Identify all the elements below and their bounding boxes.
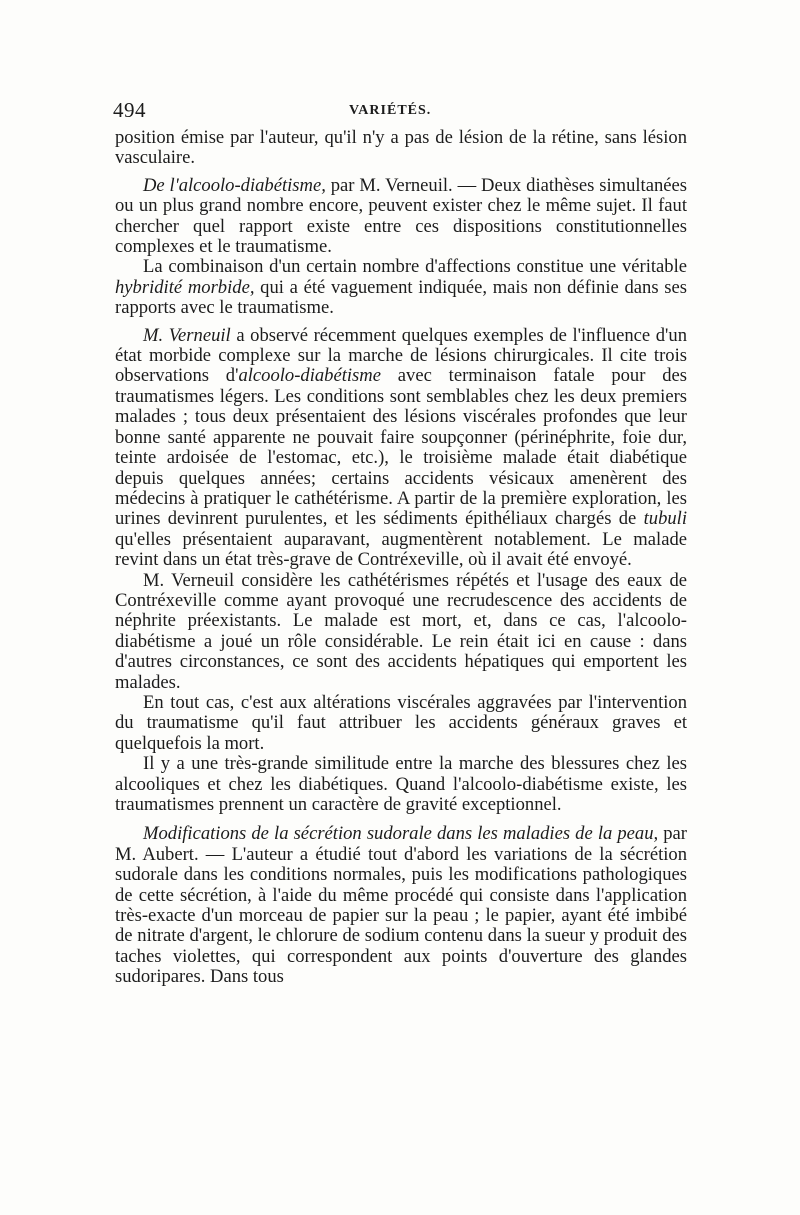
paragraph-text: avec terminaison fatale pour des traumatismes légers. Les conditions sont semblables chez les deux premiers malades ; tous deux présentaient des lésions viscérales profondes que leur bonne santé apparente ne pouvait faire soupçonner (périnéphrite, foie dur, teinte ardoisée de l'estomac, etc.), le troisième malade était diabétique depuis quelques années; certains accidents vésicaux amenèrent des médecins à pratiquer le cathétérisme. A partir de la première exploration, les urines devinrent purulentes, et les sédiments épithéliaux chargés de (115, 365, 688, 530)
paragraph-continuation: position émise par l'auteur, qu'il n'y a pas de lésion de la rétine, sans lésion vasculaire. (115, 127, 687, 169)
italic-term: hybridité morbide, (115, 276, 255, 298)
running-title: VARIÉTÉS. (349, 103, 432, 118)
paragraph-secretion-sudorale (115, 824, 687, 987)
paragraph-text: qu'elles présentaient auparavant, augmentèrent notablement. Le malade revint dans un état très-grave de Contréxeville, où il avait été envoyé. (115, 528, 687, 571)
paragraph-text: par M. Aubert. — L'auteur a étudié tout d'abord les variations de la sécrétion sudorale dans les conditions normales, puis les modifications pathologiques de cette sécrétion, à l'aide du même procédé qui consiste dans l'application très-exacte d'un morceau de papier sur la peau ; le papier, ayant été imbibé de nitrate d'argent, le chlorure de sodium contenu dans la sueur y produit des taches violettes, qui correspondent aux points d'ouverture des glandes sudoripares. Dans tous (115, 823, 688, 988)
paragraph-verneuil-observations (115, 326, 687, 571)
body-text (115, 128, 687, 988)
paragraph-alterations: En tout cas, c'est aux altérations viscérales aggravées par l'intervention du traumatisme qu'il faut attribuer les accidents généraux graves et quelquefois la mort. (115, 691, 687, 754)
page-number: 494 (113, 98, 146, 122)
section-title: De l'alcoolo-diabétisme, (143, 174, 326, 196)
page-header (113, 98, 688, 126)
paragraph-similitude: Il y a une très-grande similitude entre la marche des blessures chez les alcooliques et chez les diabétiques. Quand l'alcoolo-diabétisme existe, les traumatismes prennent un caractère de gravité exceptionnel. (115, 753, 687, 815)
paragraph-text: par M. Verneuil. — Deux diathèses simultanées ou un plus grand nombre encore, peuvent exister chez le même sujet. Il faut chercher quel rapport existe entre ces dispositions constitutionnelles complexes et le traumatisme. (115, 174, 687, 258)
author-name: M. Verneuil (143, 324, 231, 346)
paragraph-catheterismes: M. Verneuil considère les cathétérismes répétés et l'usage des eaux de Contréxeville comme ayant provoqué une recrudescence des accidents de néphrite préexistants. Le malade est mort, et, dans ce cas, l'alcoolo-diabétisme a joué un rôle considérable. Le rein était ici en cause : dans d'autres circonstances, ce sont des accidents hépatiques qui emportent les malades. (115, 569, 687, 693)
italic-term: alcoolo-diabétisme (238, 365, 381, 387)
paragraph-alcoolo-diabetisme (115, 176, 687, 258)
paragraph-text: qui a été vaguement indiquée, mais non définie dans ses rapports avec le traumatisme. (115, 276, 687, 319)
section-title: Modifications de la sécrétion sudorale dans les maladies de la peau, (143, 823, 659, 845)
paragraph-combinaison (115, 257, 687, 318)
paragraph-text: a observé récemment quelques exemples de l'influence d'un état morbide complexe sur la marche de lésions chirurgicales. Il cite trois observations d' (115, 324, 688, 387)
paragraph-text: La combinaison d'un certain nombre d'affections constitue une véritable (143, 256, 687, 278)
italic-term: tubuli (643, 508, 687, 530)
